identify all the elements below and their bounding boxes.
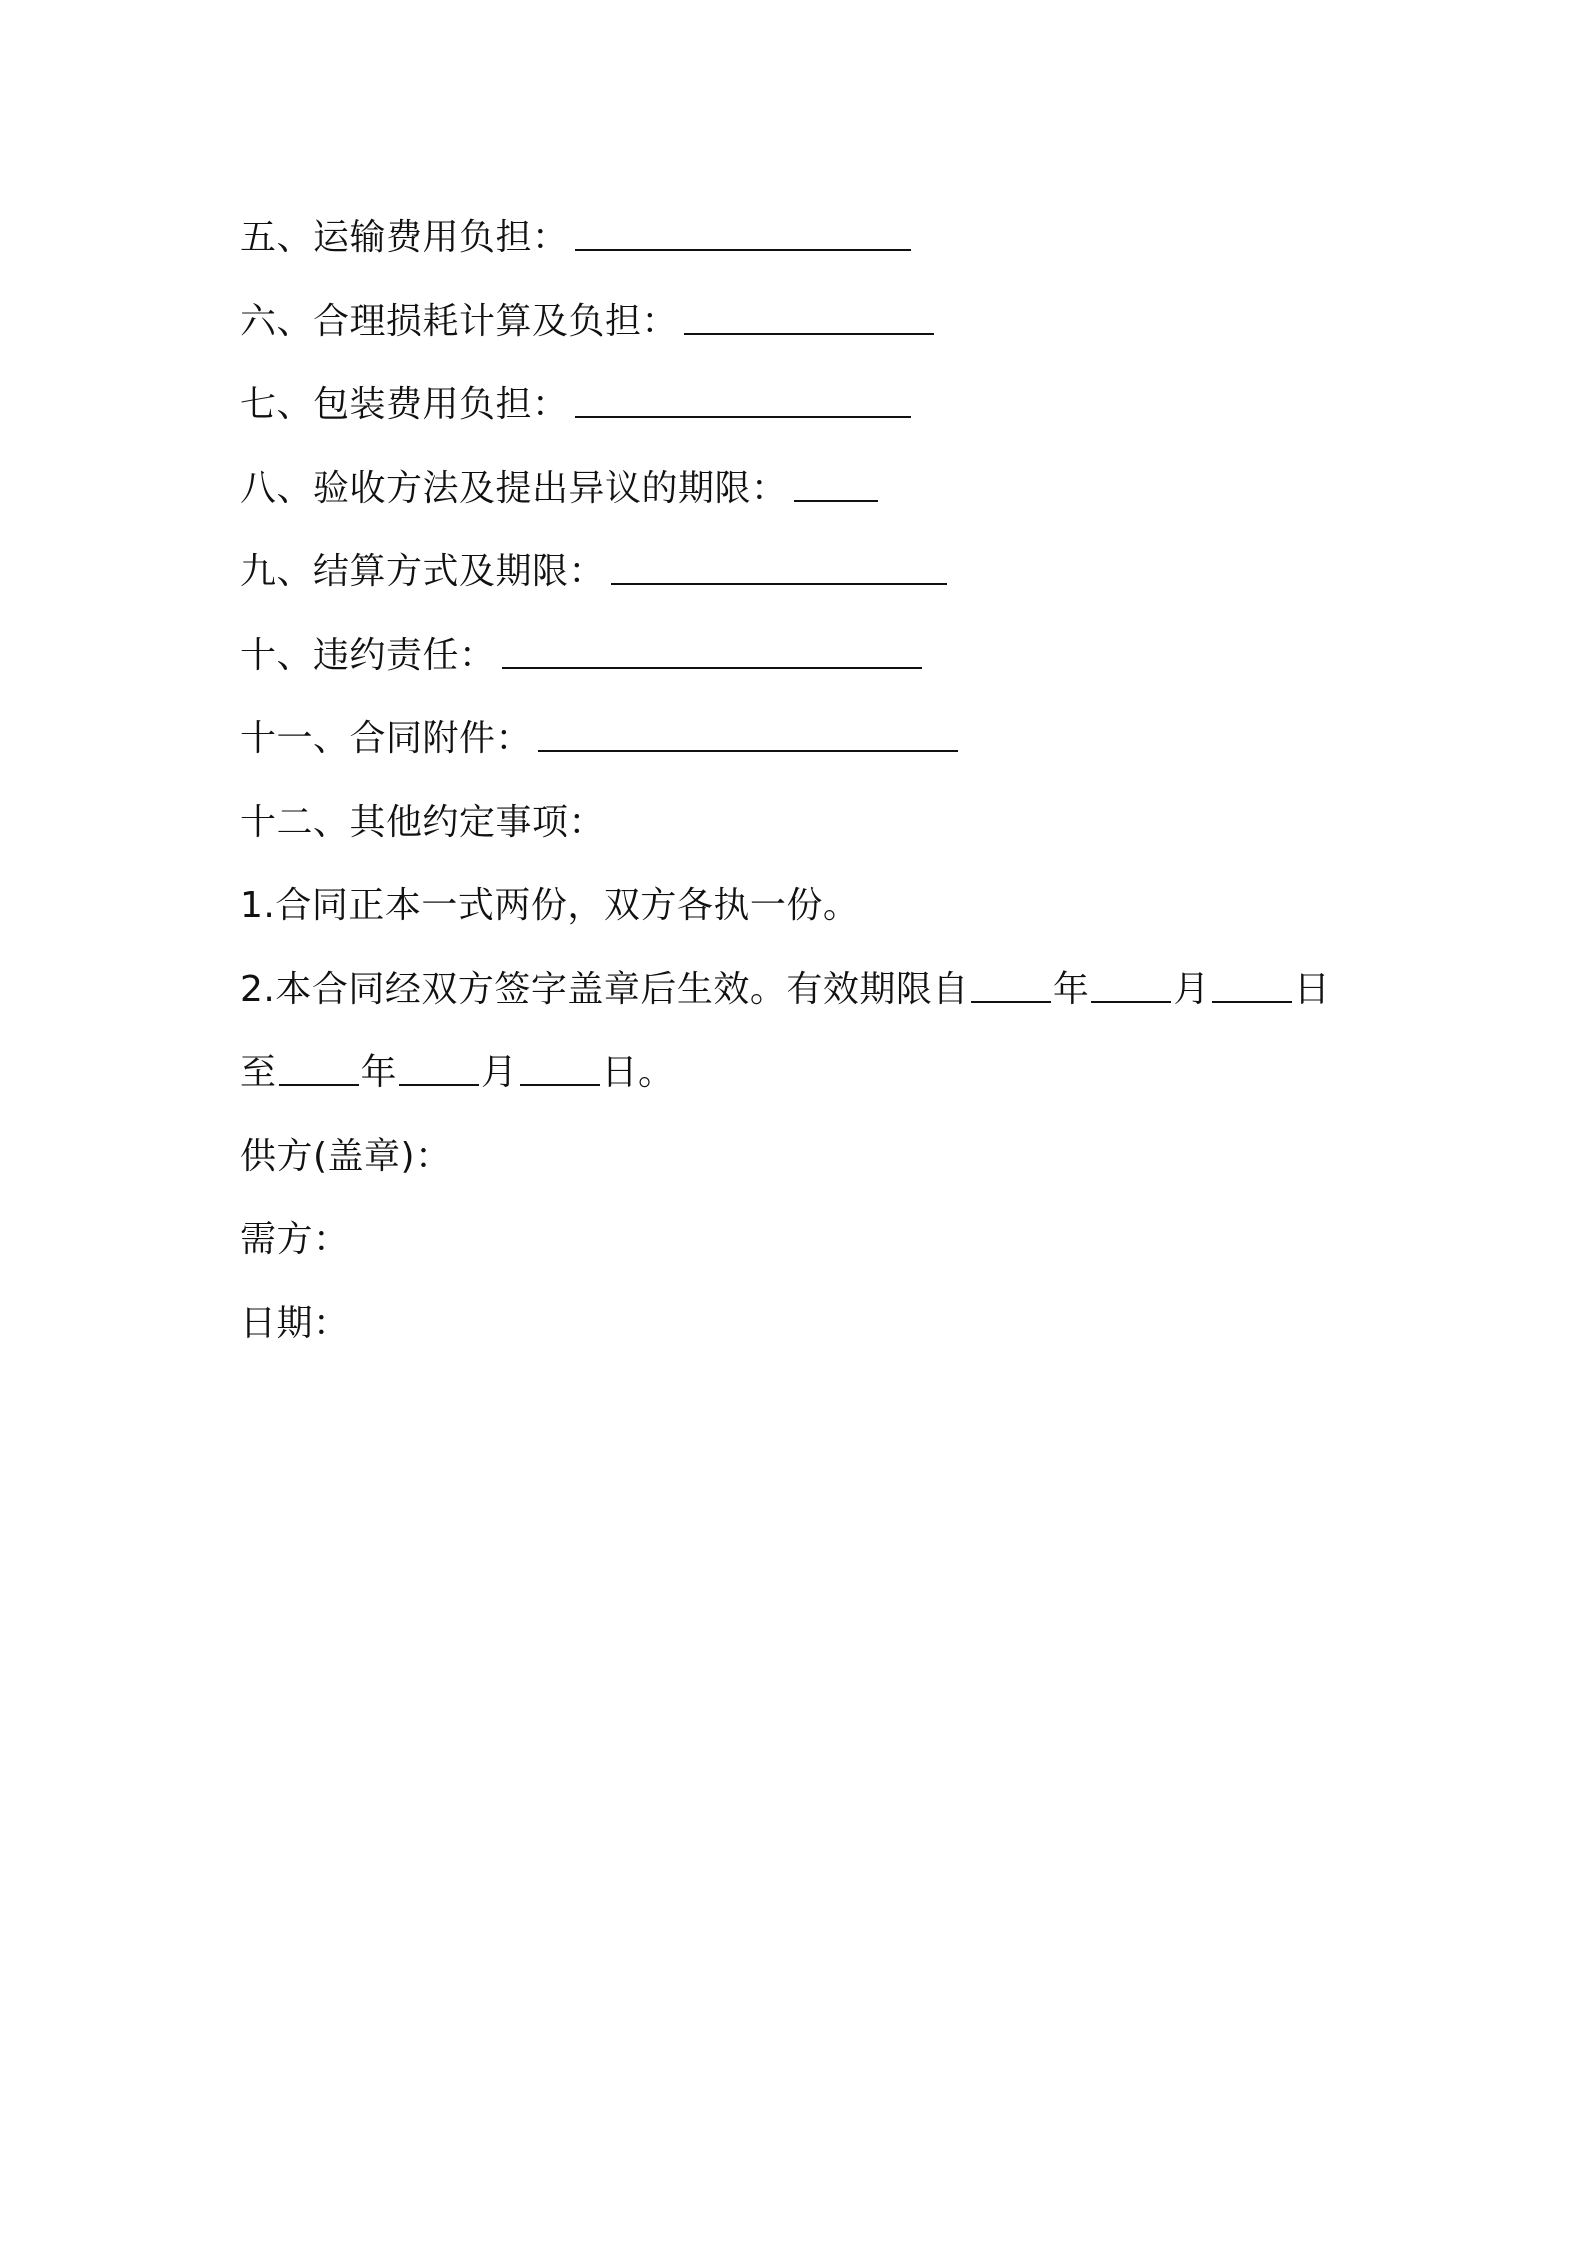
year-label: 年 (1052, 968, 1090, 1010)
blank-field[interactable] (575, 386, 911, 418)
blank-field[interactable] (794, 470, 878, 502)
item-label: 十、违约责任： (240, 634, 496, 676)
clause-text: 1.合同正本一式两份，双方各执一份。 (240, 885, 860, 926)
clause-text: 2.本合同经双方签字盖章后生效。有效期限自 (240, 968, 969, 1010)
month-label: 月 (481, 1052, 518, 1093)
item-breach-liability (240, 614, 1360, 698)
blank-field[interactable] (611, 553, 947, 585)
blank-field[interactable] (575, 219, 911, 251)
item-label: 十二、其他约定事项： (240, 801, 606, 843)
item-attachments (240, 697, 1360, 781)
buyer-signature (240, 1198, 1360, 1282)
end-year-field[interactable] (279, 1054, 359, 1086)
end-month-field[interactable] (399, 1054, 479, 1086)
supplier-signature (240, 1115, 1360, 1199)
start-month-field[interactable] (1091, 971, 1171, 1003)
buyer-label: 需方： (240, 1219, 350, 1260)
blank-field[interactable] (684, 303, 934, 335)
item-transport-cost (240, 196, 1360, 280)
item-acceptance-method (240, 447, 1360, 531)
clause-1 (240, 864, 1360, 948)
date-label: 日期： (240, 1302, 350, 1344)
item-settlement (240, 530, 1360, 614)
month-label: 月 (1173, 968, 1210, 1010)
year-label: 年 (360, 1052, 398, 1093)
item-packaging-cost (240, 363, 1360, 447)
item-label: 七、包装费用负担： (240, 384, 569, 425)
day-label: 日 (1293, 968, 1331, 1010)
item-loss-calculation (240, 280, 1360, 364)
item-label: 十一、合同附件： (240, 718, 533, 759)
item-label: 八、验收方法及提出异议的期限： (240, 467, 788, 509)
item-other-terms (240, 781, 1360, 865)
item-label: 九、结算方式及期限： (240, 551, 606, 592)
document-body (240, 196, 1360, 1365)
clause-2 (240, 948, 1360, 1032)
day-end-label: 日。 (601, 1052, 675, 1093)
end-day-field[interactable] (520, 1054, 600, 1086)
clause-2-end-date (240, 1031, 1360, 1115)
blank-field[interactable] (538, 720, 958, 752)
start-day-field[interactable] (1212, 971, 1292, 1003)
item-label: 六、合理损耗计算及负担： (240, 300, 679, 342)
start-year-field[interactable] (971, 971, 1051, 1003)
signature-date (240, 1282, 1360, 1366)
to-label: 至 (240, 1052, 277, 1093)
item-label: 五、运输费用负担： (240, 217, 569, 258)
blank-field[interactable] (502, 637, 922, 669)
supplier-label: 供方(盖章)： (240, 1135, 452, 1177)
